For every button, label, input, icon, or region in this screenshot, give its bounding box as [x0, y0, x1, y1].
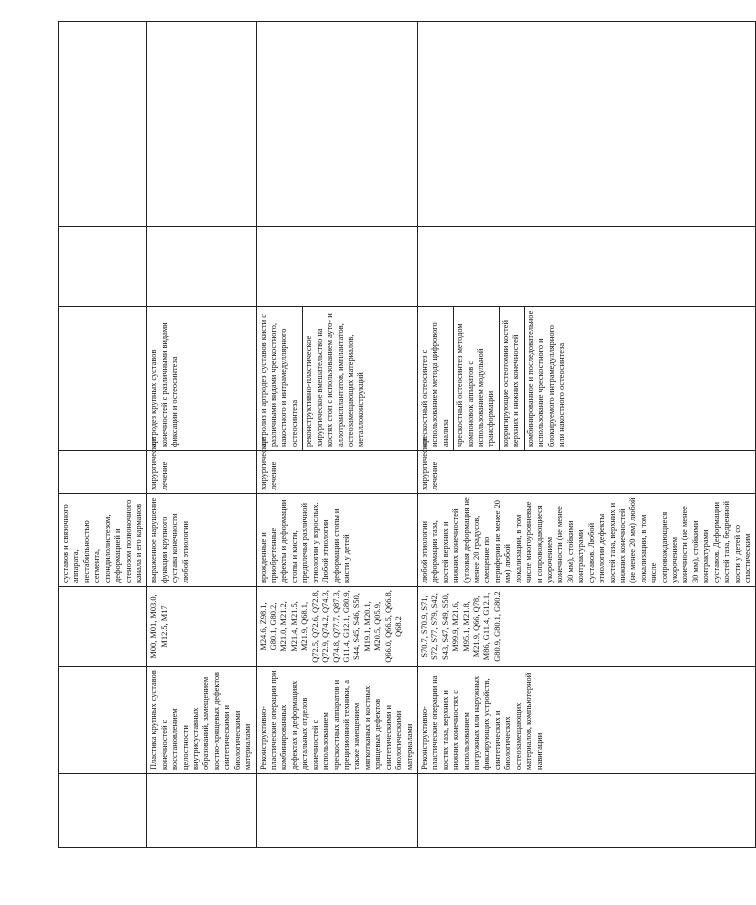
cell-index	[147, 774, 256, 848]
cell-model: любой этиологии деформации таза, костей верхних и нижних конечностей (угловая деформация не менее 20 градусов, смещение по периферии не менее 20 мм) любой локализации, в том числе многоуровневые и сопровождающиеся укорочением конечности (не менее 30 мм), стойкими контрактурами суставов. Любой этиологии дефекты костей таза, верхних и нижних конечностей (не менее 20 мм) любой локализации, в том числе сопровождающиеся укорочением конечности (не менее 30 мм), стойкими контрактурами суставов. Деформации костей таза, бедренной кости у детей со спастическим	[417, 494, 756, 587]
table-row	[256, 22, 417, 848]
cell-name: Пластика крупных суставов конечностей с восстановлением целостности внутрисуставных образований, замещением костно-хрящевых дефектов синтетическими и биологическими материалами	[147, 667, 256, 774]
cell-treatment: хирургическое лечение	[417, 451, 756, 494]
method-item: чрескостный остеосинтез методом компоновок аппаратов с использованием модульной трансформации	[453, 307, 497, 450]
cell-extra-1	[256, 227, 417, 307]
cell-index	[59, 774, 147, 848]
cell-treatment: хирургическое лечение	[147, 451, 256, 494]
table-row	[59, 22, 147, 848]
cell-codes	[59, 587, 147, 667]
cell-name	[59, 667, 147, 774]
cell-methods	[256, 307, 417, 451]
method-item: чрескостный остеосинтез с использованием метода цифрового анализа	[419, 322, 450, 447]
method-item: реконструктивно-пластическое хирургическое вмешательство на костях стоп с использованием ауто- и аллотрансплантатов, имплантатов, остеозамещающих материалов, металлоконструкций	[302, 307, 367, 450]
cell-method	[59, 307, 147, 451]
cell-extra-2	[417, 22, 756, 227]
method-item: артролиз и артродез суставов кисти с различными видами чрескостного, накостного и интрамедуллярного остеосинтеза	[258, 314, 299, 447]
cell-treatment	[59, 451, 147, 494]
procedures-table	[58, 21, 756, 848]
cell-extra-1	[59, 227, 147, 307]
table-row	[417, 22, 756, 848]
cell-extra-1	[417, 227, 756, 307]
method-item: корригирующие остеотомии костей верхних и нижних конечностей	[499, 307, 522, 450]
cell-methods	[417, 307, 756, 451]
cell-codes: M24.6, Z98.1, G80.1, G80.2, M21.0, M21.2, M21.4, M21.5, M21.9, Q68.1, Q72.5, Q72.6, Q72.8, Q72.9, Q74.2, Q74.3, Q74.8, Q77.7, Q87.3, G11.4, G12.1, G80.9, S44, S45, S46, S50, M19.1, M20.1, M20.5, Q05.9, Q66.0, Q66.5, Q66.8, Q68.2	[256, 587, 417, 667]
cell-treatment: хирургическое лечение	[256, 451, 417, 494]
cell-extra-2	[256, 22, 417, 227]
cell-method: артродез крупных суставов конечностей с различными видами фиксации и остеосинтеза	[147, 307, 256, 451]
cell-name: Реконструктивно-пластические операции при комбинированных дефектах и деформациях дистальных отделов конечностей с использованием чрескостных аппаратов и прецизионной техники, а также замещением мягкотканых и костных хрящевых дефектов синтетическими и биологическими материалами	[256, 667, 417, 774]
rotated-table-container	[58, 21, 752, 848]
cell-model: суставов и связочного аппарата, нестабильностью сегмента, спондилолистезом, деформацией и стенозом позвоночного канала и его карманов	[59, 494, 147, 587]
cell-index	[417, 774, 756, 848]
table-row	[147, 22, 256, 848]
cell-extra-2	[147, 22, 256, 227]
cell-index	[256, 774, 417, 848]
cell-extra-2	[59, 22, 147, 227]
cell-codes: S70.7, S70.9, S71, S72, S77, S79, S42, S43, S47, S49, S50, M99.9, M21.6, M95.1, M21.8, M21.9, Q66, Q78, M86, G11.4, G12.1, G80.9, G80.1, G80.2	[417, 587, 756, 667]
cell-name: Реконструктивно-пластические операции на костях таза, верхних и нижних конечностях с использованием погружных или наружных фиксирующих устройств, синтетических и биологических остеозамещающих материалов, компьютерной навигации	[417, 667, 756, 774]
method-item: комбинированное и последовательное использование чрескостного и блокируемого интрамедуллярного или накостного остеосинтеза	[524, 307, 568, 450]
cell-model: выраженное нарушение функции крупного сустава конечности любой этиологии	[147, 494, 256, 587]
cell-codes: M00, M01, M03.0, M12.5, M17	[147, 587, 256, 667]
cell-extra-1	[147, 227, 256, 307]
cell-model: врожденные и приобретенные дефекты и деформации стопы и кисти, предплечья различной этиологии у взрослых. Любой этиологии деформации стопы и кисти у детей	[256, 494, 417, 587]
